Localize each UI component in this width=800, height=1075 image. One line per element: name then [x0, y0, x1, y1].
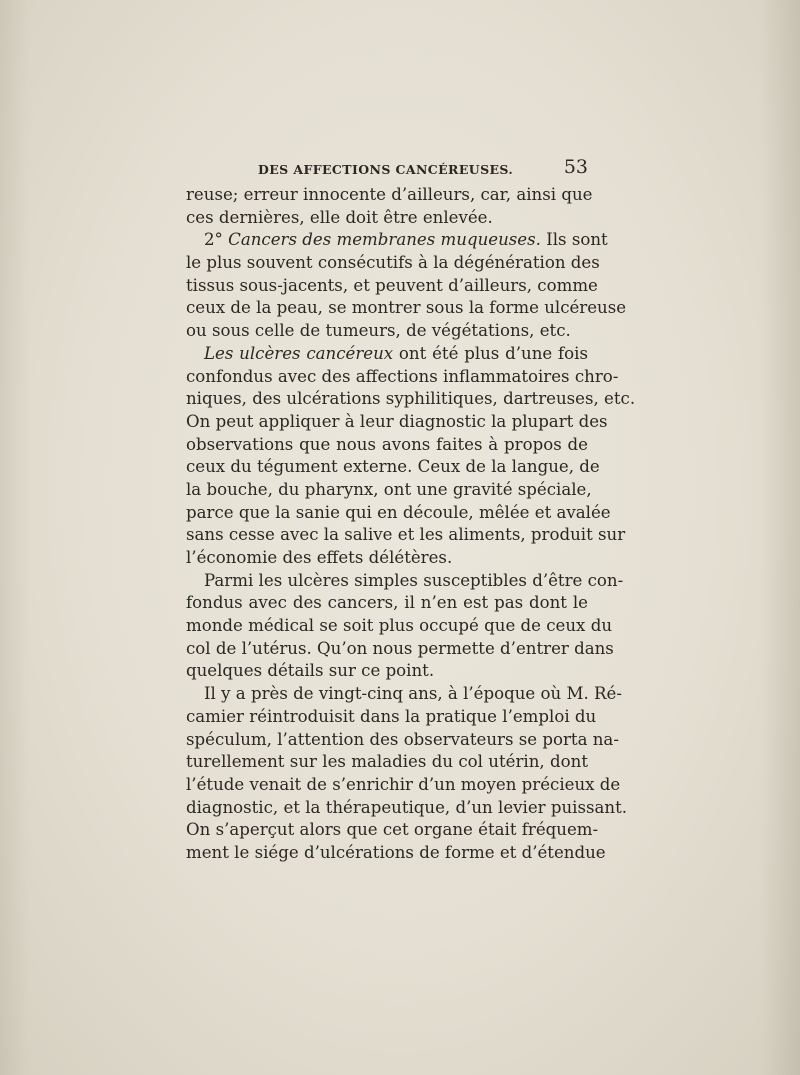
running-head-title: DES AFFECTIONS CANCÉREUSES. [258, 162, 514, 177]
text-line-20: monde médical se soit plus occupé que de ceux du [186, 616, 613, 636]
text-line-8: Les ulcères cancéreux ont été plus d’une fois [204, 343, 588, 363]
text-line-15: parce que la sanie qui en découle, mêlée et avalée [186, 502, 611, 522]
text-line-3: 2° Cancers des membranes muqueuses. Ils sont [204, 230, 608, 250]
text-line-23: Il y a près de vingt-cinq ans, à l’époque où M. Ré- [204, 684, 622, 704]
text-block [186, 156, 636, 865]
text-line-24: camier réintroduisit dans la pratique l’emploi du [186, 706, 597, 726]
text-line-1: reuse; erreur innocente d’ailleurs, car, ainsi que [186, 185, 593, 204]
section-heading-ulceres: Les ulcères cancéreux [204, 343, 394, 363]
text-line-30: ment le siége d’ulcérations de forme et d’étendue [186, 842, 606, 862]
text-line-17: l’économie des effets délétères. [186, 548, 453, 567]
section-heading-muqueuses: Cancers des membranes muqueuses. [228, 230, 541, 250]
text-line-11: On peut appliquer à leur diagnostic la plupart des [186, 411, 608, 431]
page-shadow-left [0, 0, 30, 1075]
text-line-26: turellement sur les maladies du col utérin, dont [186, 752, 588, 772]
text-line-2: ces dernières, elle doit être enlevée. [186, 207, 493, 227]
text-line-10: niques, des ulcérations syphilitiques, dartreuses, etc. [186, 389, 636, 409]
text-line-21: col de l’utérus. Qu’on nous permette d’entrer dans [186, 638, 614, 658]
text-line-13: ceux du tégument externe. Ceux de la langue, de [186, 457, 600, 477]
text-line-7: ou sous celle de tumeurs, de végétations, etc. [186, 321, 571, 341]
text-line-18: Parmi les ulcères simples susceptibles d’être con- [204, 570, 624, 590]
text-line-5: tissus sous-jacents, et peuvent d’ailleurs, comme [186, 275, 598, 295]
text-line-6: ceux de la peau, se montrer sous la forme ulcéreuse [186, 298, 627, 318]
text-line-16: sans cesse avec la salive et les aliments, produit sur [186, 525, 626, 545]
page-shadow-right [760, 0, 800, 1075]
text-line-28: diagnostic, et la thérapeutique, d’un levier puissant. [186, 797, 628, 817]
text-line-25: spéculum, l’attention des observateurs se porta na- [186, 729, 619, 749]
text-line-19: fondus avec des cancers, il n’en est pas dont le [186, 593, 588, 613]
text-line-29: On s’aperçut alors que cet organe était fréquem- [186, 820, 599, 840]
running-head [186, 156, 588, 182]
text-line-14: la bouche, du pharynx, ont une gravité spéciale, [186, 479, 592, 499]
text-line-27: l’étude venait de s’enrichir d’un moyen précieux de [186, 774, 621, 794]
text-line-12: observations que nous avons faites à propos de [186, 434, 588, 454]
text-line-4: le plus souvent consécutifs à la dégénération des [186, 253, 600, 273]
text-line-9: confondus avec des affections inflammatoires chro- [186, 366, 619, 386]
text-line-22: quelques détails sur ce point. [186, 661, 435, 681]
page-number: 53 [563, 156, 588, 178]
